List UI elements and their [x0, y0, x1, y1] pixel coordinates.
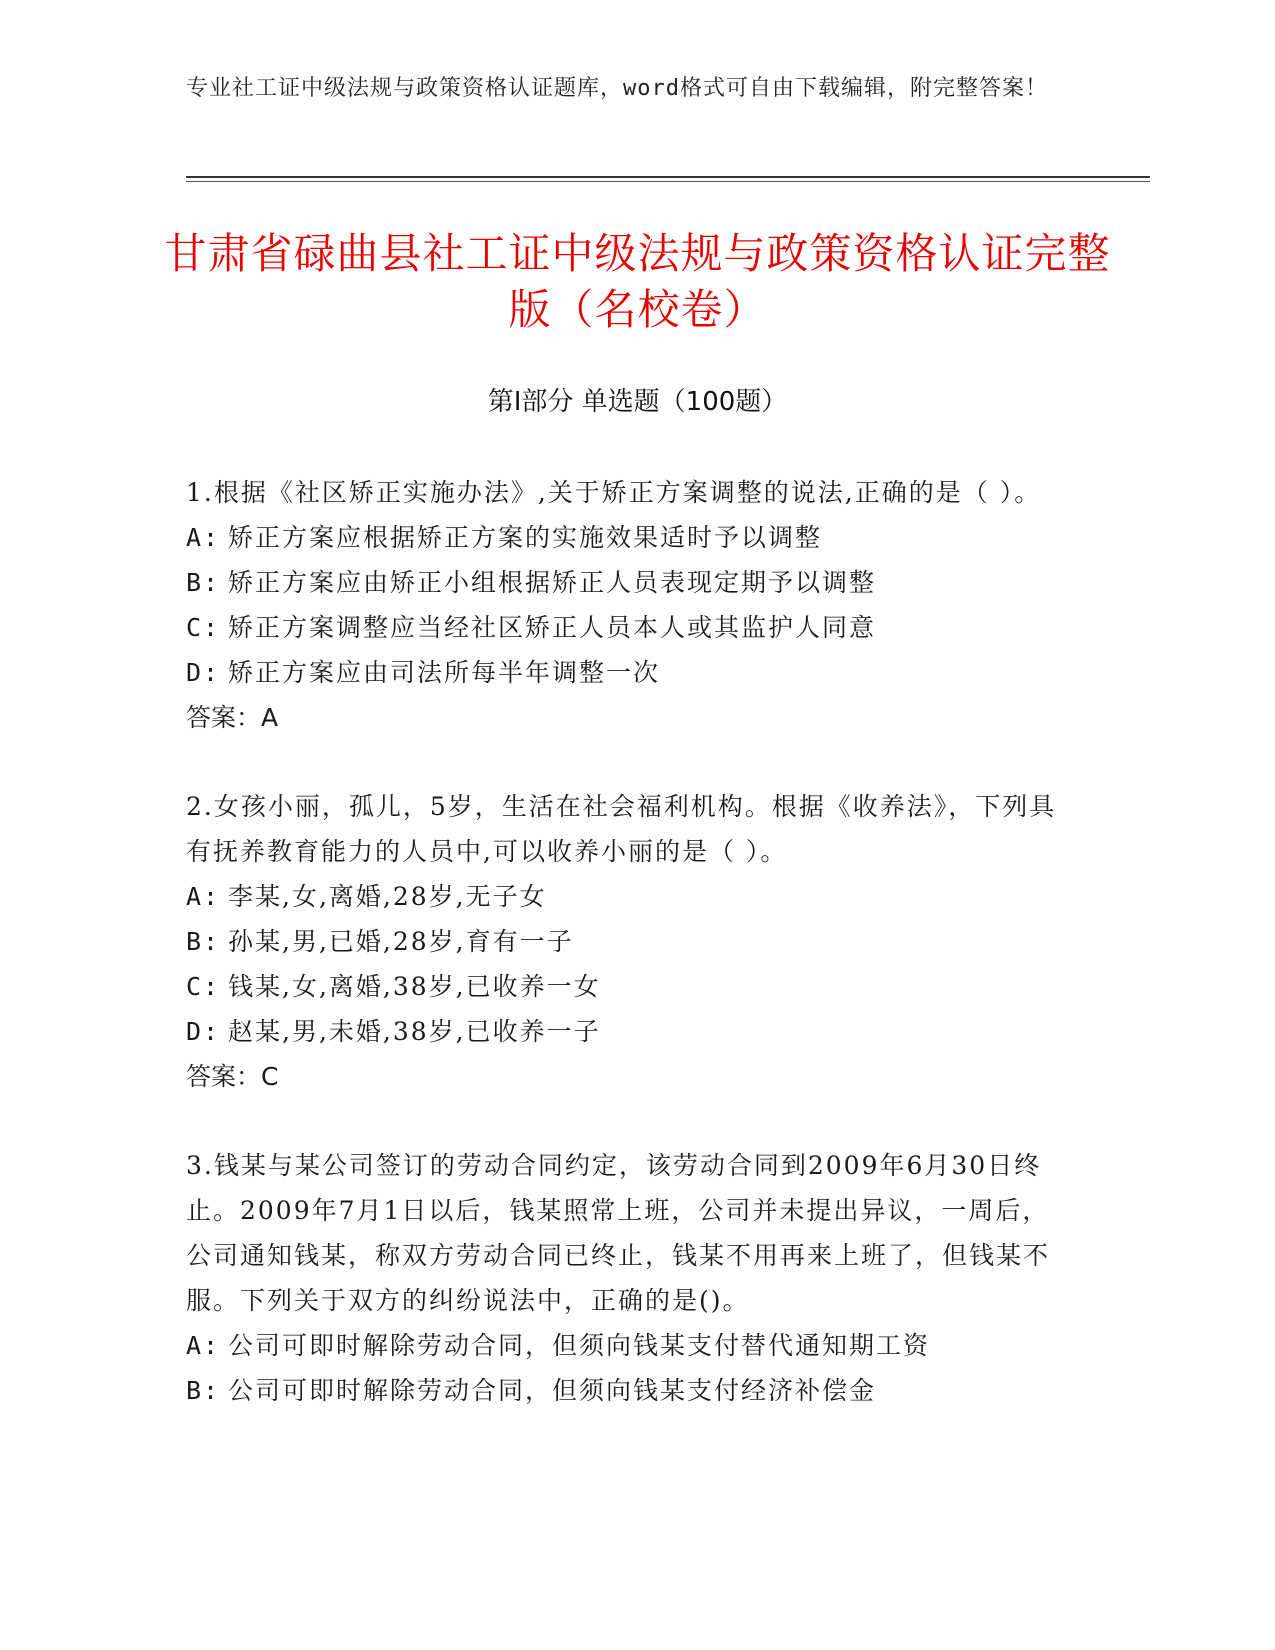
- option-text: 矫正方案调整应当经社区矫正人员本人或其监护人同意: [228, 613, 877, 642]
- option-text: 矫正方案应根据矫正方案的实施效果适时予以调整: [228, 523, 823, 552]
- option-label: B:: [186, 568, 221, 597]
- option-label: C:: [186, 613, 221, 642]
- option-c: [186, 605, 1076, 650]
- question-3: [186, 1143, 1076, 1413]
- answer-line: [186, 1054, 1076, 1099]
- option-b: [186, 1368, 1076, 1413]
- header-rule-thin: [186, 181, 1150, 182]
- option-d: [186, 1009, 1076, 1054]
- option-a: [186, 1323, 1076, 1368]
- answer-prefix: 答案：: [186, 1062, 262, 1091]
- question-1: [186, 470, 1076, 740]
- question-stem: 2.女孩小丽，孤儿，5岁，生活在社会福利机构。根据《收养法》，下列具有抚养教育能力的人员中,可以收养小丽的是（ ）。: [186, 792, 1057, 866]
- answer-value: A: [261, 703, 279, 732]
- option-text: 公司可即时解除劳动合同，但须向钱某支付替代通知期工资: [228, 1331, 931, 1360]
- question-2: [186, 784, 1076, 1099]
- header-rule-thick: [186, 176, 1150, 178]
- option-b: [186, 560, 1076, 605]
- option-d: [186, 650, 1076, 695]
- option-a: [186, 874, 1076, 919]
- question-list: [186, 470, 1076, 1457]
- option-b: [186, 919, 1076, 964]
- question-stem: 3.钱某与某公司签订的劳动合同约定，该劳动合同到2009年6月30日终止。2009年7月1日以后，钱某照常上班，公司并未提出异议，一周后，公司通知钱某，称双方劳动合同已终止，钱某不用再来上班了，但钱某不服。下列关于双方的纠纷说法中，正确的是()。: [186, 1151, 1051, 1315]
- option-label: C:: [186, 972, 221, 1001]
- option-text: 公司可即时解除劳动合同，但须向钱某支付经济补偿金: [228, 1376, 877, 1405]
- section-title: 第Ⅰ部分 单选题（100题）: [487, 387, 788, 417]
- option-text: 孙某,男,已婚,28岁,育有一子: [228, 927, 574, 956]
- option-text: 赵某,男,未婚,38岁,已收养一子: [228, 1017, 601, 1046]
- question-stem: 1.根据《社区矫正实施办法》,关于矫正方案调整的说法,正确的是（ ）。: [186, 478, 1042, 507]
- document-title: 甘肃省碌曲县社工证中级法规与政策资格认证完整版（名校卷）: [164, 229, 1111, 334]
- option-label: D:: [186, 1017, 221, 1046]
- answer-line: [186, 695, 1076, 740]
- option-text: 矫正方案应由司法所每半年调整一次: [228, 658, 661, 687]
- option-label: D:: [186, 658, 221, 687]
- option-label: A:: [186, 523, 221, 552]
- option-label: B:: [186, 927, 221, 956]
- option-text: 钱某,女,离婚,38岁,已收养一女: [228, 972, 601, 1001]
- option-a: [186, 515, 1076, 560]
- option-label: B:: [186, 1376, 221, 1405]
- option-text: 矫正方案应由矫正小组根据矫正人员表现定期予以调整: [228, 568, 877, 597]
- option-label: A:: [186, 1331, 221, 1360]
- answer-prefix: 答案：: [186, 703, 262, 732]
- header-note: 专业社工证中级法规与政策资格认证题库，word格式可自由下载编辑，附完整答案！: [186, 76, 1048, 101]
- option-c: [186, 964, 1076, 1009]
- option-label: A:: [186, 882, 221, 911]
- option-text: 李某,女,离婚,28岁,无子女: [228, 882, 547, 911]
- answer-value: C: [261, 1062, 279, 1091]
